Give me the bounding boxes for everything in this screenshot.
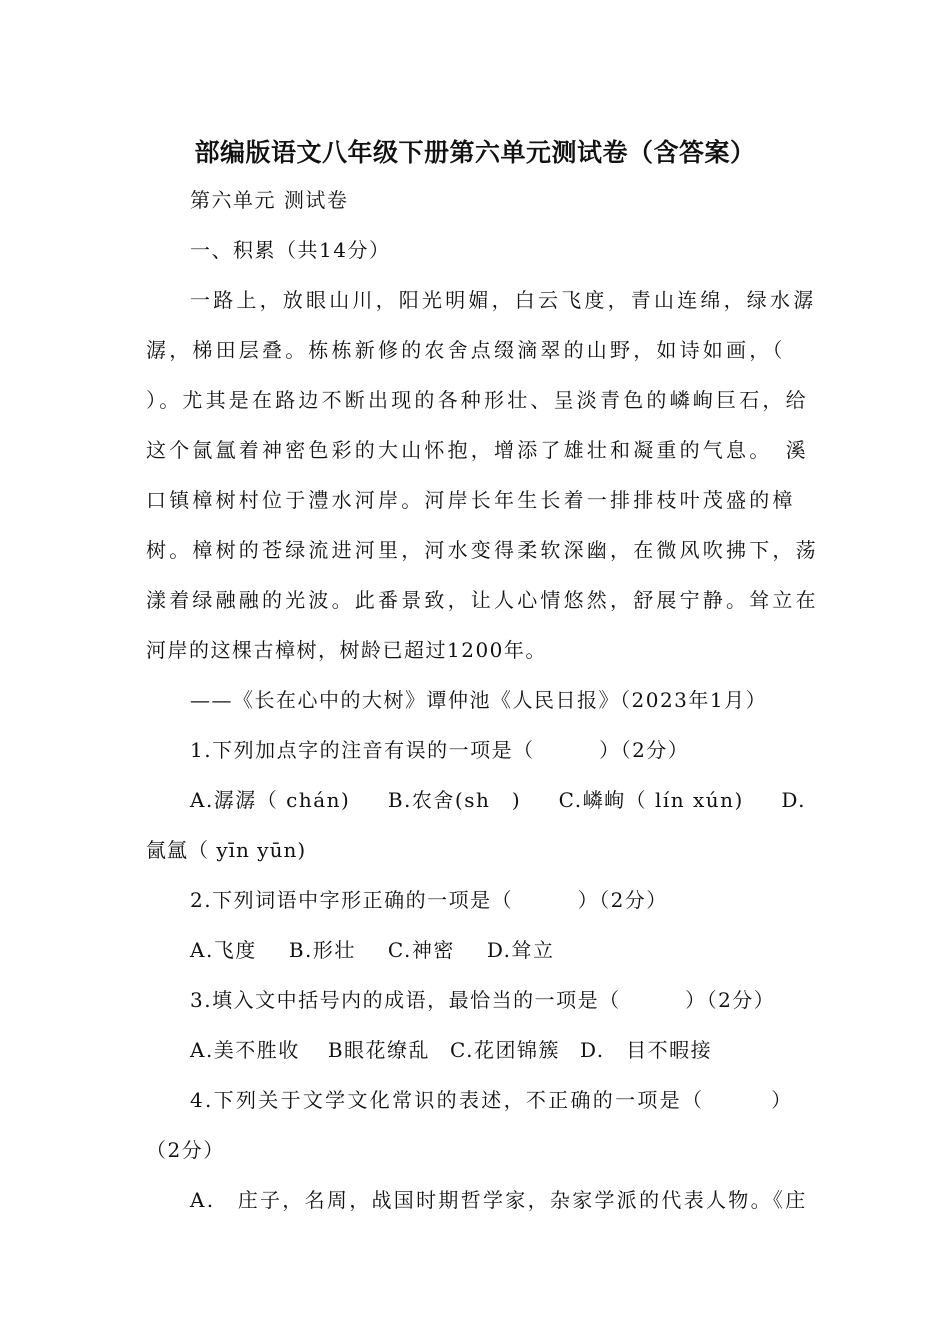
unit-subtitle: 第六单元 测试卷 (190, 188, 349, 212)
passage-line: 潺，梯田层叠。栋栋新修的农舍点缀滴翠的山野，如诗如画，（ (146, 338, 786, 362)
option-b: B.农舍(sh ) (387, 788, 522, 812)
question-1: 1.下列加点字的注音有误的一项是（ ）（2分） (190, 738, 690, 762)
passage-line: 这个氤氲着神密色彩的大山怀抱，增添了雄壮和凝重的气息。 溪 (146, 438, 809, 462)
option-c: C.神密 (387, 938, 455, 962)
option-d: D. (781, 788, 806, 812)
question-4-option-a: A. 庄子，名周，战国时期哲学家，杂家学派的代表人物。《庄 (190, 1188, 808, 1212)
question-2-options (190, 936, 555, 964)
section-heading: 一、积累（共14分） (190, 238, 391, 262)
passage-line: 河岸的这棵古樟树，树龄已超过1200年。 (146, 638, 547, 662)
option-a: A.飞度 (190, 938, 257, 962)
passage-line: 一路上，放眼山川，阳光明媚，白云飞度，青山连绵，绿水潺 (190, 288, 817, 312)
passage-line: 漾着绿融融的光波。此番景致，让人心情悠然，舒展宁静。耸立在 (146, 588, 819, 612)
passage-source: ——《长在心中的大树》谭仲池《人民日报》（2023年1月） (190, 688, 768, 712)
option-b: B.形壮 (288, 938, 356, 962)
option-b: B眼花缭乱 (327, 1038, 431, 1062)
question-4-score: （2分） (146, 1138, 225, 1162)
option-c: C.花团锦簇 (450, 1038, 560, 1062)
passage-line: 口镇樟树村位于澧水河岸。河岸长年生长着一排排枝叶茂盛的樟 (146, 488, 796, 512)
question-1-options (190, 786, 806, 814)
question-4: 4.下列关于文学文化常识的表述，不正确的一项是（ ） (190, 1088, 794, 1112)
option-a: A.美不胜收 (190, 1038, 300, 1062)
passage-line: 树。樟树的苍绿流进河里，河水变得柔软深幽，在微风吹拂下，荡 (146, 538, 819, 562)
passage-line: ）。尤其是在路边不断出现的各种形壮、呈淡青色的嶙峋巨石，给 (146, 388, 809, 412)
option-d-text: 氤氲（ yīn yūn) (146, 838, 307, 862)
option-a: A.潺潺（ chán) (190, 788, 351, 812)
option-d: D. 目不暇接 (579, 1038, 713, 1062)
option-c: C.嶙峋（ lín xún) (558, 788, 744, 812)
question-3-options (190, 1036, 712, 1064)
question-2: 2.下列词语中字形正确的一项是（ ）（2分） (190, 888, 668, 912)
question-3: 3.填入文中括号内的成语，最恰当的一项是（ ）（2分） (190, 988, 776, 1012)
option-d: D.耸立 (486, 938, 555, 962)
page-title: 部编版语文八年级下册第六单元测试卷（含答案） (194, 138, 756, 167)
